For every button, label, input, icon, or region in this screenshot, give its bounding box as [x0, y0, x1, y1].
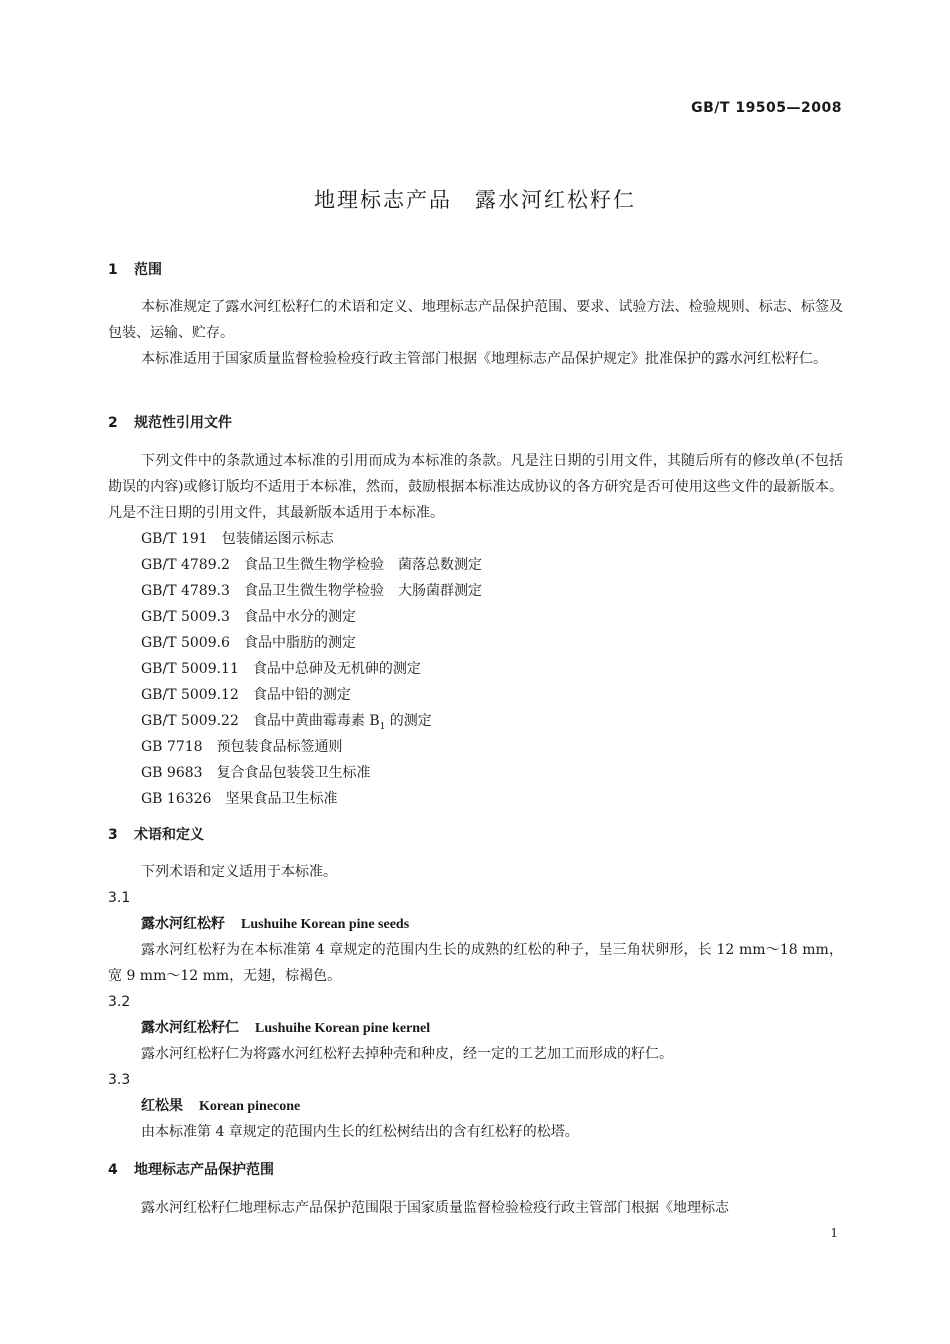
- reference-code: GB 7718: [141, 739, 203, 755]
- section-2-body: [108, 448, 843, 812]
- reference-title: 预包装食品标签通则: [216, 739, 343, 755]
- section-3-body: [108, 859, 843, 1145]
- reference-title-tail: 的测定: [385, 713, 432, 729]
- term-en: Lushuihe Korean pine seeds: [241, 917, 410, 932]
- reference-title: 包装储运图示标志: [221, 531, 334, 547]
- page-number: 1: [830, 1226, 838, 1240]
- reference-item: [108, 526, 843, 552]
- reference-item: [108, 734, 843, 760]
- section-2: [108, 413, 843, 433]
- subscript: 1: [379, 721, 386, 732]
- reference-code: GB/T 5009.22: [141, 713, 239, 729]
- section-title: 地理标志产品保护范围: [134, 1162, 274, 1178]
- section-1: [108, 260, 843, 280]
- reference-title: 食品中铅的测定: [252, 687, 351, 703]
- term-definition: 露水河红松籽为在本标准第 4 章规定的范围内生长的成熟的红松的种子，呈三角状卵形，长 12 mm～18 mm，宽 9 mm～12 mm，无翅，棕褐色。: [108, 942, 843, 984]
- standard-code: GB/T 19505—2008: [691, 100, 842, 116]
- reference-title: 复合食品包装袋卫生标准: [216, 765, 371, 781]
- term-number: 3.3: [108, 1072, 131, 1088]
- reference-title: 食品中脂肪的测定: [243, 635, 356, 651]
- paragraph: 下列文件中的条款通过本标准的引用而成为本标准的条款。凡是注日期的引用文件，其随后所有的修改单(不包括勘误的内容)或修订版均不适用于本标准，然而，鼓励根据本标准达成协议的各方研究是否可使用这些文件的最新版本。凡是不注日期的引用文件，其最新版本适用于本标准。: [108, 453, 843, 521]
- term-heading: [108, 911, 843, 937]
- reference-code: GB 9683: [141, 765, 203, 781]
- reference-title: 食品卫生微生物学检验 菌落总数测定: [243, 557, 482, 573]
- section-4-body: [108, 1195, 843, 1221]
- section-heading: [108, 260, 843, 280]
- term-en: Lushuihe Korean pine kernel: [255, 1021, 431, 1036]
- section-4: [108, 1160, 843, 1180]
- section-number: 1: [108, 262, 118, 278]
- reference-item: [108, 760, 843, 786]
- term-definition: 由本标准第 4 章规定的范围内生长的红松树结出的含有红松籽的松塔。: [141, 1124, 579, 1140]
- reference-title: 食品中黄曲霉毒素 B: [252, 713, 380, 729]
- reference-item: [108, 656, 843, 682]
- reference-title: 食品中水分的测定: [243, 609, 356, 625]
- section-number: 2: [108, 415, 118, 431]
- term-heading: [108, 1093, 843, 1119]
- section-number: 3: [108, 827, 118, 843]
- reference-item: [108, 578, 843, 604]
- section-title: 术语和定义: [134, 827, 204, 843]
- term-zh: 红松果: [141, 1098, 183, 1114]
- reference-code: GB/T 191: [141, 531, 208, 547]
- reference-title: 食品卫生微生物学检验 大肠菌群测定: [243, 583, 482, 599]
- reference-item: [108, 630, 843, 656]
- section-heading: [108, 825, 843, 845]
- section-heading: [108, 413, 843, 433]
- reference-item: [108, 786, 843, 812]
- reference-code: GB/T 4789.2: [141, 557, 230, 573]
- reference-code: GB/T 5009.6: [141, 635, 230, 651]
- reference-code: GB/T 5009.12: [141, 687, 239, 703]
- paragraph: 下列术语和定义适用于本标准。: [141, 864, 337, 880]
- document-title: 地理标志产品 露水河红松籽仁: [314, 188, 636, 212]
- paragraph: 本标准适用于国家质量监督检验检疫行政主管部门根据《地理标志产品保护规定》批准保护的露水河红松籽仁。: [141, 351, 827, 367]
- section-title: 范围: [134, 262, 162, 278]
- section-number: 4: [108, 1162, 118, 1178]
- term-en: Korean pinecone: [199, 1099, 301, 1114]
- reference-list: [108, 526, 843, 812]
- reference-title: 食品中总砷及无机砷的测定: [252, 661, 421, 677]
- reference-item: [108, 604, 843, 630]
- section-3: [108, 825, 843, 845]
- term-zh: 露水河红松籽: [141, 916, 225, 932]
- term-number: 3.2: [108, 994, 131, 1010]
- reference-item: [108, 682, 843, 708]
- section-heading: [108, 1160, 843, 1180]
- reference-code: GB 16326: [141, 791, 212, 807]
- reference-code: GB/T 5009.3: [141, 609, 230, 625]
- reference-item: [108, 552, 843, 578]
- term-heading: [108, 1015, 843, 1041]
- reference-title: 坚果食品卫生标准: [225, 791, 338, 807]
- reference-item: [108, 708, 843, 734]
- reference-code: GB/T 5009.11: [141, 661, 239, 677]
- section-title: 规范性引用文件: [134, 415, 232, 431]
- paragraph: 本标准规定了露水河红松籽仁的术语和定义、地理标志产品保护范围、要求、试验方法、检验规则、标志、标签及包装、运输、贮存。: [108, 299, 843, 341]
- paragraph: 露水河红松籽仁地理标志产品保护范围限于国家质量监督检验检疫行政主管部门根据《地理标志: [141, 1200, 729, 1216]
- section-1-body: [108, 294, 843, 372]
- term-zh: 露水河红松籽仁: [141, 1020, 239, 1036]
- term-number: 3.1: [108, 890, 131, 906]
- term-definition: 露水河红松籽仁为将露水河红松籽去掉种壳和种皮，经一定的工艺加工而形成的籽仁。: [141, 1046, 673, 1062]
- reference-code: GB/T 4789.3: [141, 583, 230, 599]
